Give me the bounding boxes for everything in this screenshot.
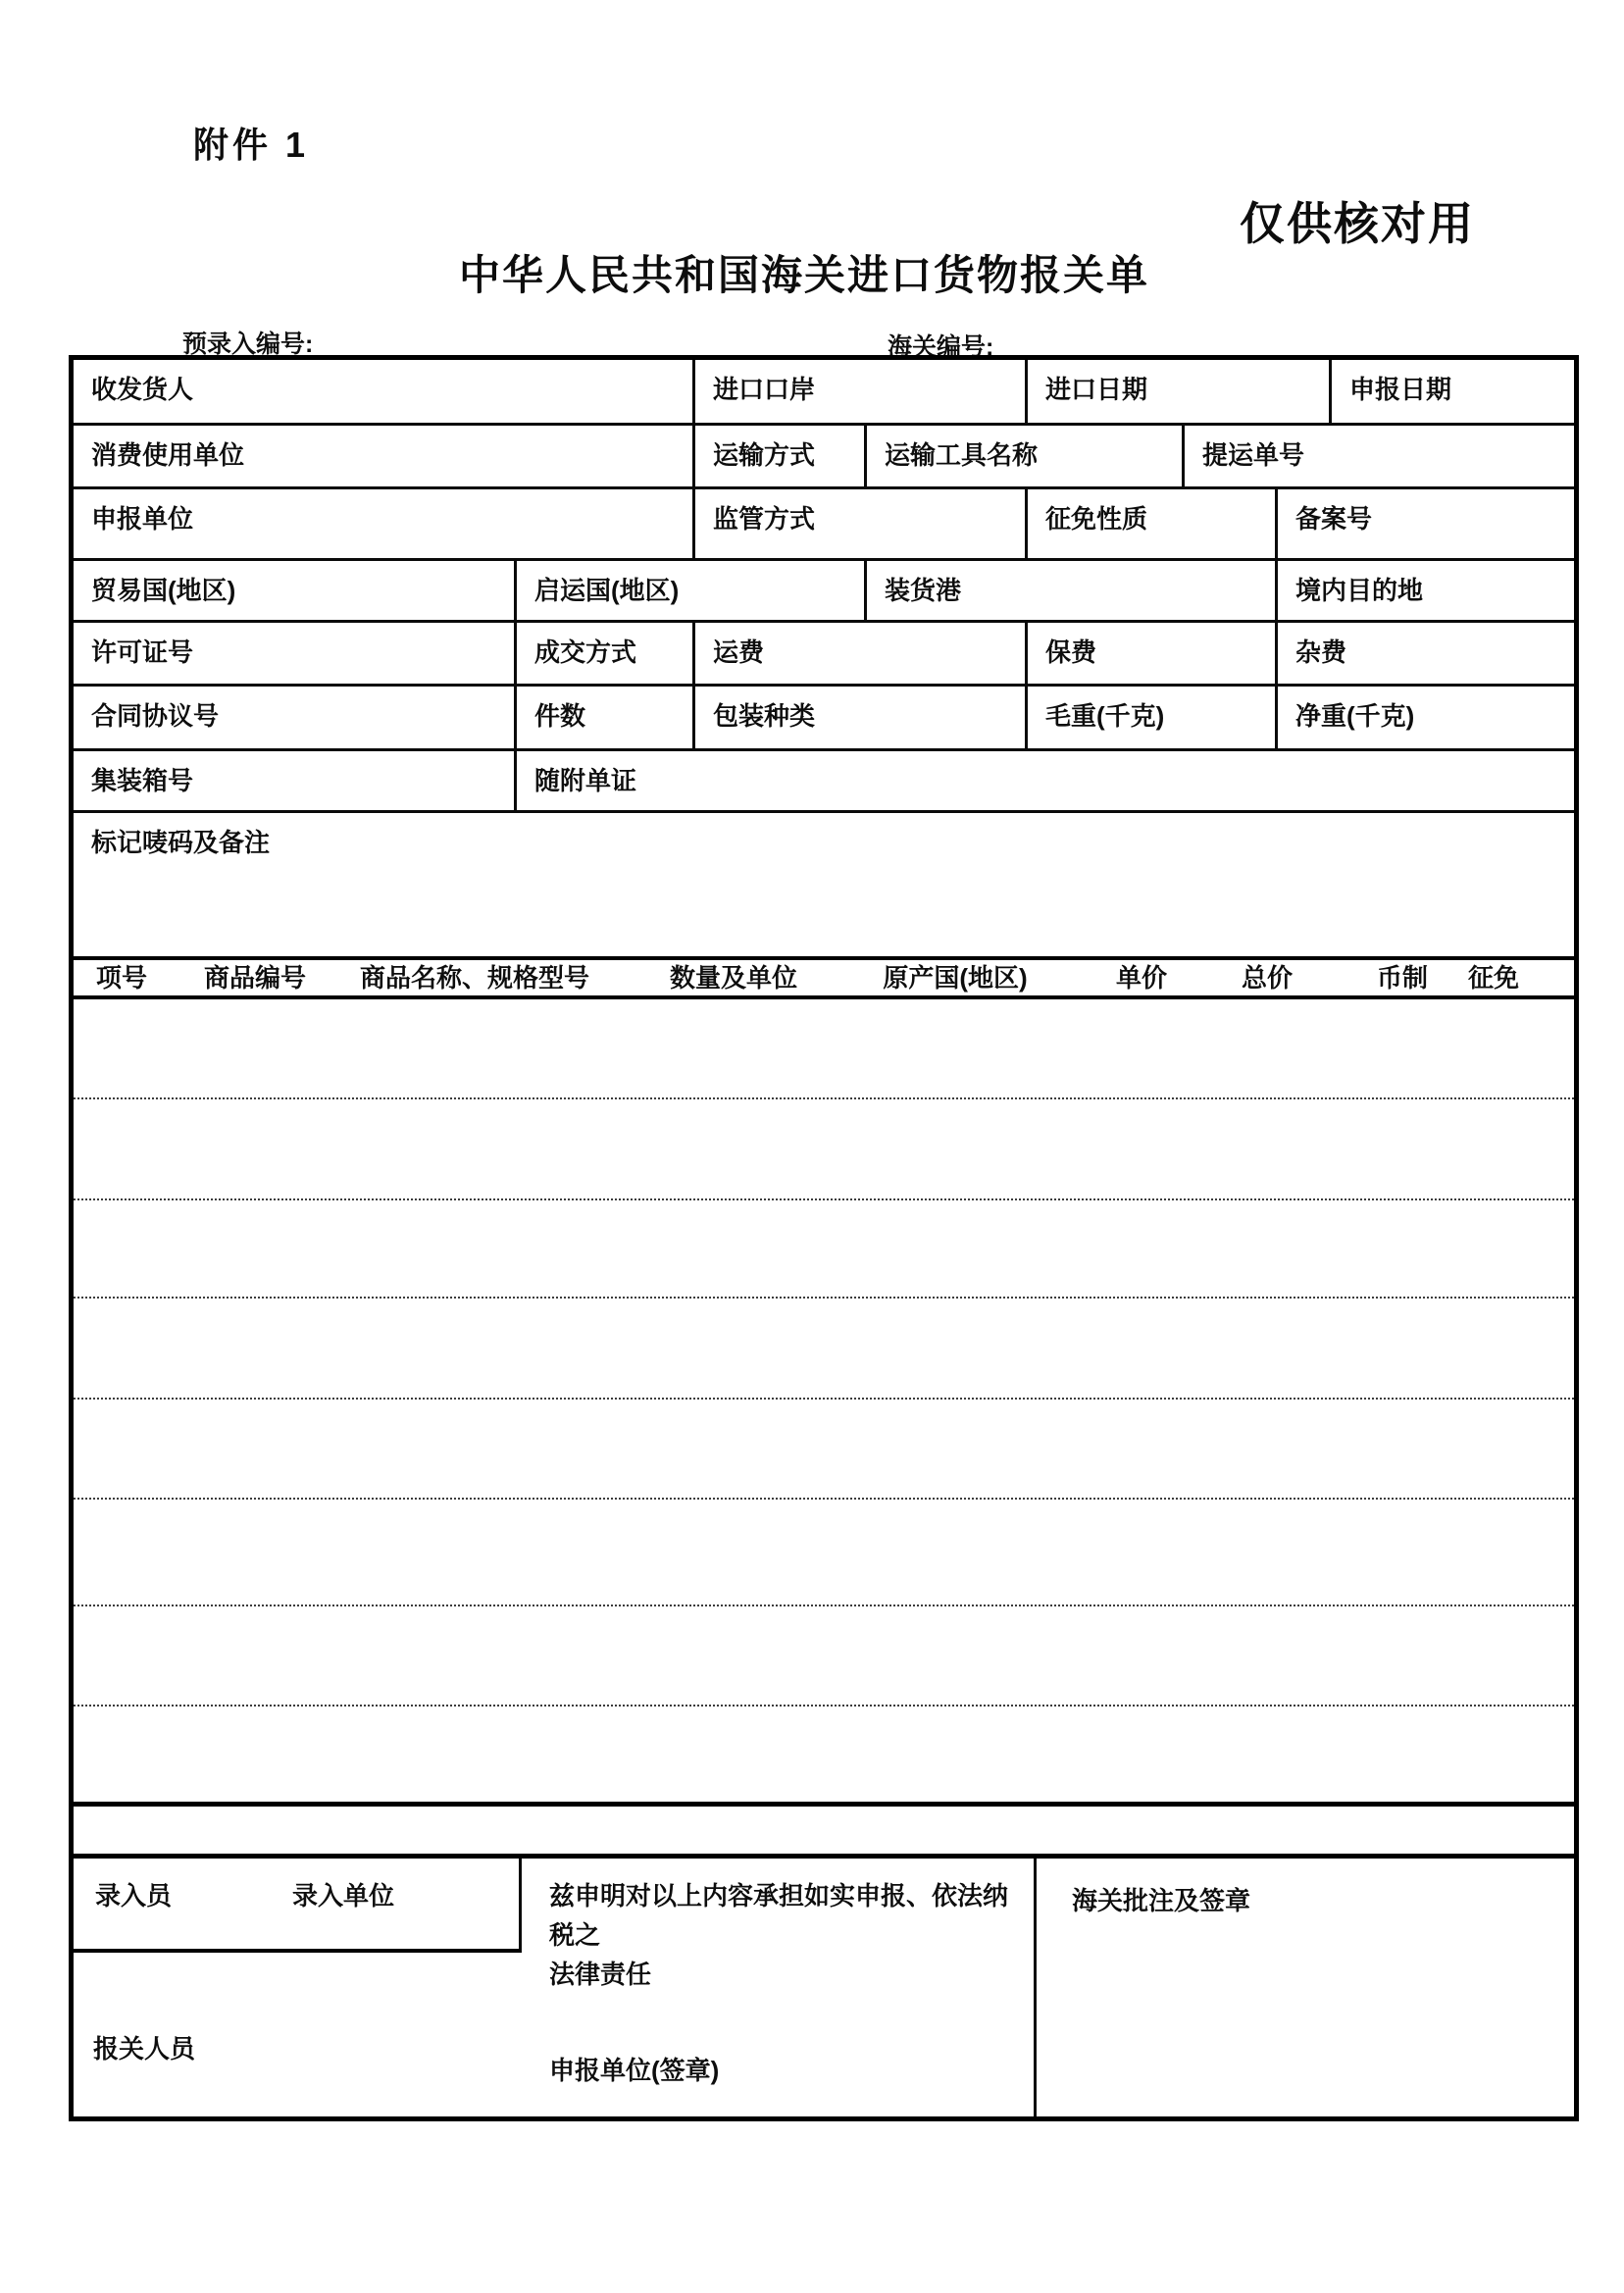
field-declare-unit: 申报单位 [74, 489, 692, 561]
goods-col-qty-unit: 数量及单位 [669, 963, 797, 993]
field-transport-mode: 运输方式 [692, 426, 864, 489]
field-transaction-mode: 成交方式 [514, 623, 692, 687]
declaration-statement-line1: 兹申明对以上内容承担如实申报、依法纳税之 [549, 1881, 1009, 1950]
declarant-seal-label: 申报单位(签章) [549, 2056, 720, 2085]
attachment-label: 附件 1 [193, 125, 310, 165]
goods-row-divider [74, 1297, 1574, 1299]
field-loading-port: 装货港 [864, 561, 1275, 623]
customs-endorsement-cell [1034, 1859, 1574, 2116]
field-package-type: 包装种类 [692, 687, 1025, 751]
field-departure-country: 启运国(地区) [514, 561, 864, 623]
field-trade-country: 贸易国(地区) [74, 561, 514, 623]
goods-col-origin-country: 原产国(地区) [883, 963, 1028, 993]
goods-col-item-no: 项号 [95, 963, 147, 993]
field-declare-date: 申报日期 [1329, 360, 1574, 426]
field-record-no: 备案号 [1275, 489, 1574, 561]
goods-row-divider [74, 1705, 1574, 1707]
field-misc-fees: 杂费 [1275, 623, 1574, 687]
field-license-no: 许可证号 [74, 623, 514, 687]
declaration-statement-line2: 法律责任 [549, 1960, 652, 1989]
field-contract-no: 合同协议号 [74, 687, 514, 751]
goods-col-total-price: 总价 [1241, 963, 1293, 993]
verification-note: 仅供核对用 [1240, 198, 1475, 249]
entry-clerk-label: 录入员 [95, 1881, 173, 1911]
goods-col-levy-exempt: 征免 [1467, 963, 1519, 993]
goods-row-divider [74, 1498, 1574, 1500]
field-levy-nature: 征免性质 [1025, 489, 1275, 561]
declaration-form-grid [69, 355, 1579, 2121]
goods-row-divider [74, 1605, 1574, 1606]
declaration-statement [549, 1876, 1020, 1994]
goods-table-body [74, 999, 1574, 1807]
field-net-weight: 净重(千克) [1275, 687, 1574, 751]
field-insurance: 保费 [1025, 623, 1275, 687]
field-supervision-mode: 监管方式 [692, 489, 1025, 561]
goods-col-commodity-code: 商品编号 [203, 963, 306, 993]
customs-broker-label: 报关人员 [93, 2034, 196, 2064]
blank-strip [74, 1807, 1574, 1859]
entry-unit-label: 录入单位 [292, 1881, 395, 1911]
customs-endorsement-label: 海关批注及签章 [1072, 1886, 1251, 1915]
field-transport-name: 运输工具名称 [864, 426, 1182, 489]
goods-row-divider [74, 1398, 1574, 1400]
goods-col-currency: 币制 [1376, 963, 1428, 993]
customs-number-label: 海关编号: [888, 333, 994, 361]
goods-row-divider [74, 1198, 1574, 1200]
field-attached-docs: 随附单证 [514, 751, 1574, 813]
page-title: 中华人民共和国海关进口货物报关单 [458, 252, 1149, 298]
field-gross-weight: 毛重(千克) [1025, 687, 1275, 751]
goods-col-unit-price: 单价 [1115, 963, 1167, 993]
field-domestic-destination: 境内目的地 [1275, 561, 1574, 623]
field-import-port: 进口口岸 [692, 360, 1025, 426]
field-marks-notes: 标记唛码及备注 [74, 813, 1574, 960]
field-packages: 件数 [514, 687, 692, 751]
field-import-date: 进口日期 [1025, 360, 1329, 426]
field-freight: 运费 [692, 623, 1025, 687]
field-consignee: 收发货人 [74, 360, 692, 426]
goods-row-divider [74, 1097, 1574, 1099]
pre-entry-number-label: 预录入编号: [182, 331, 314, 358]
field-container-no: 集装箱号 [74, 751, 514, 813]
field-bill-no: 提运单号 [1182, 426, 1574, 489]
entry-clerk-box [74, 1859, 522, 1953]
field-consumer-unit: 消费使用单位 [74, 426, 692, 489]
goods-col-name-spec: 商品名称、规格型号 [359, 963, 589, 993]
goods-table-header [74, 960, 1574, 999]
